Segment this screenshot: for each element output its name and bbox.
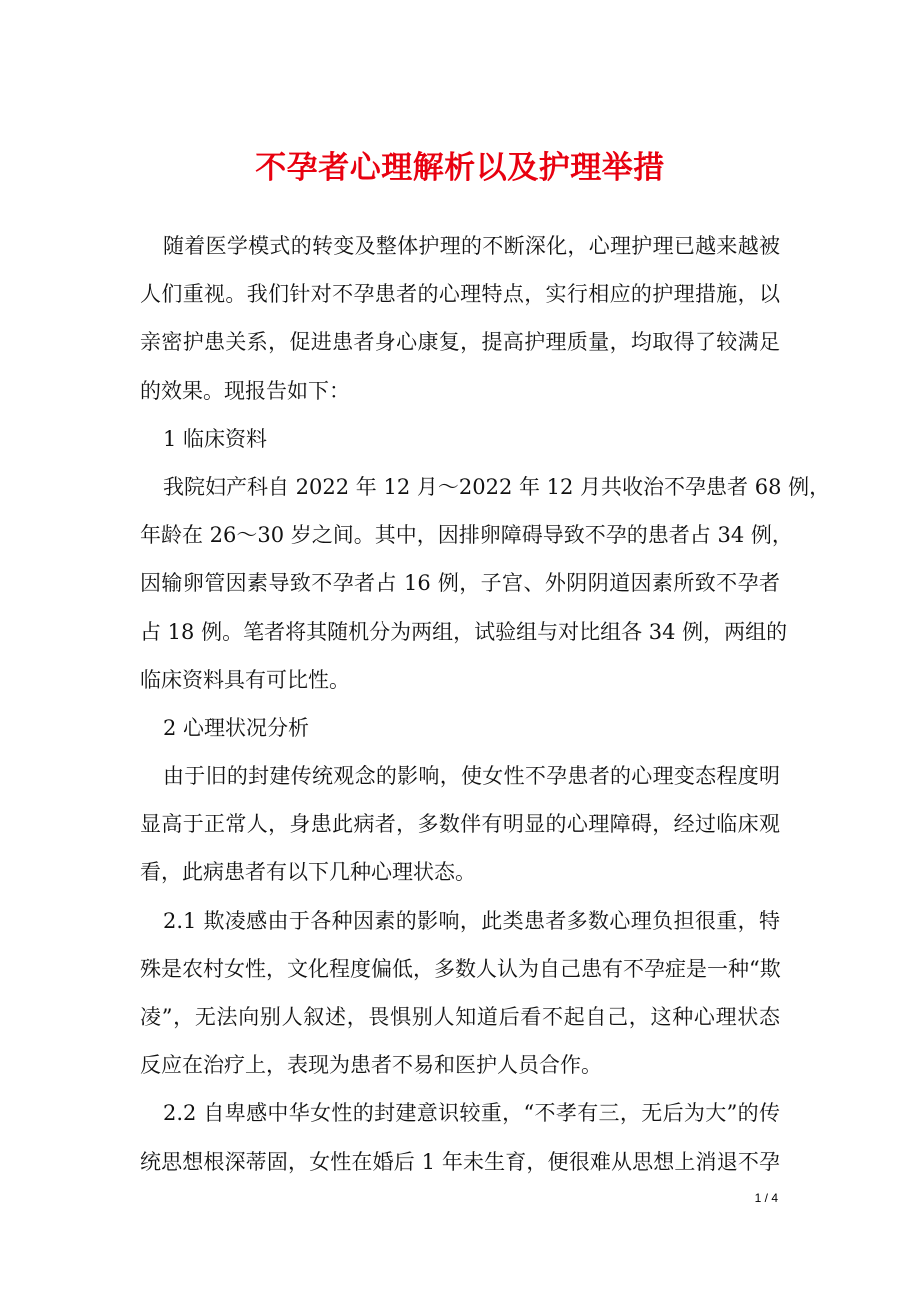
text-line: 由于旧的封建传统观念的影响，使女性不孕患者的心理变态程度明 <box>163 764 780 789</box>
text-line: 统思想根深蒂固，女性在婚后 1 年未生育，便很难从思想上消退不孕 <box>140 1149 780 1174</box>
text-line: 2 心理状况分析 <box>163 715 310 740</box>
paragraph <box>140 222 780 415</box>
text-line: 2.2 自卑感中华女性的封建意识较重，“不孝有三，无后为大”的传 <box>163 1101 780 1126</box>
text-line: 的效果。现报告如下： <box>140 378 350 403</box>
page-number: 1 / 4 <box>754 1191 778 1205</box>
text-line: 随着医学模式的转变及整体护理的不断深化，心理护理已越来越被 <box>163 234 780 258</box>
page-title: 不孕者心理解析以及护理举措 <box>255 150 665 186</box>
text-line: 凌”，无法向别人叙述，畏惧别人知道后看不起自己，这种心理状态 <box>140 1005 780 1029</box>
paragraph <box>140 704 780 752</box>
text-line: 因输卵管因素导致不孕者占 16 例，子宫、外阴阴道因素所致不孕者 <box>140 571 780 596</box>
paragraph <box>140 1089 780 1185</box>
text-line: 我院妇产科自 2022 年 12 月～2022 年 12 月共收治不孕患者 68 例， <box>163 474 831 499</box>
paragraph <box>140 415 780 463</box>
text-line: 临床资料具有可比性。 <box>140 667 350 692</box>
text-line: 年龄在 26～30 岁之间。其中，因排卵障碍导致不孕的患者占 34 例， <box>140 523 793 548</box>
text-line: 亲密护患关系，促进患者身心康复，提高护理质量，均取得了较满足 <box>140 330 780 355</box>
text-line: 占 18 例。笔者将其随机分为两组，试验组与对比组各 34 例，两组的 <box>140 619 788 644</box>
text-line: 显高于正常人，身患此病者，多数伴有明显的心理障碍，经过临床观 <box>140 812 780 837</box>
text-line: 2.1 欺凌感由于各种因素的影响，此类患者多数心理负担很重，特 <box>163 908 780 933</box>
text-line: 殊是农村女性，文化程度偏低，多数人认为自己患有不孕症是一种“欺 <box>140 956 781 981</box>
document-body <box>140 222 831 1186</box>
paragraph <box>140 463 831 704</box>
paragraph <box>140 897 780 1090</box>
text-line: 看，此病患者有以下几种心理状态。 <box>140 860 476 885</box>
text-line: 1 临床资料 <box>163 426 268 451</box>
text-line: 人们重视。我们针对不孕患者的心理特点，实行相应的护理措施，以 <box>140 282 780 307</box>
text-line: 反应在治疗上，表现为患者不易和医护人员合作。 <box>140 1053 602 1078</box>
paragraph <box>140 752 780 897</box>
